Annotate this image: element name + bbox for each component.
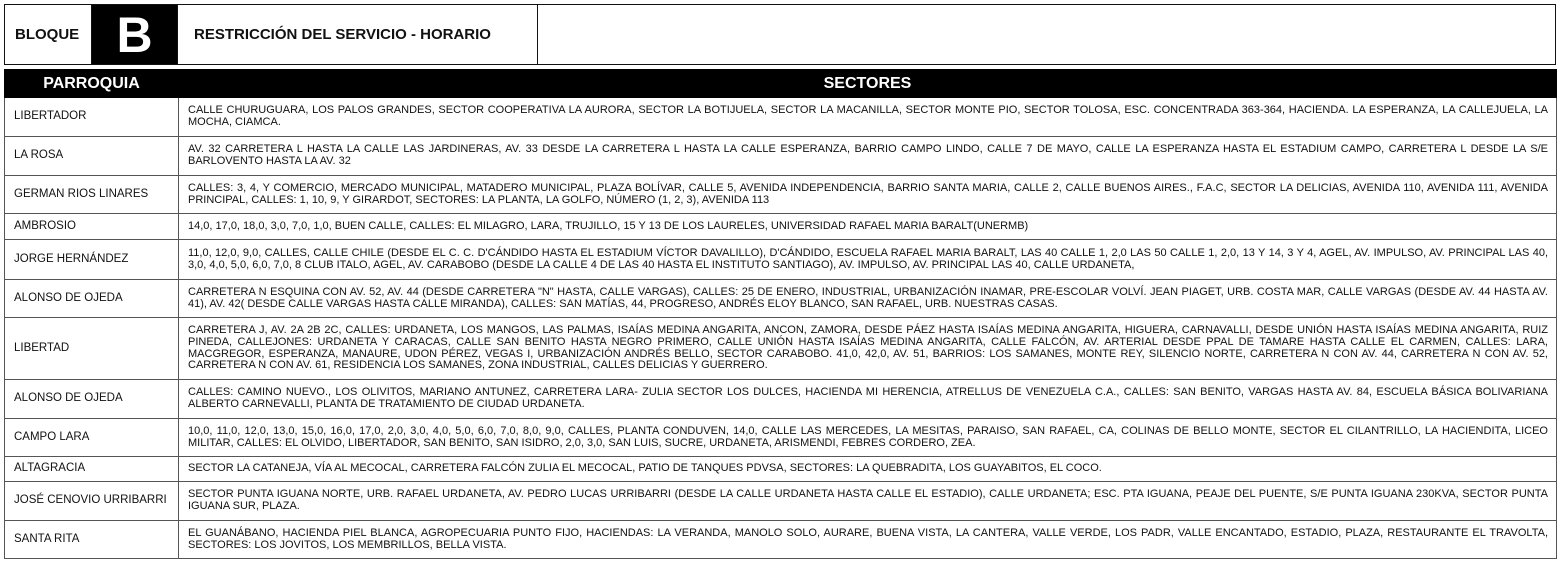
parroquia-cell: ALTAGRACIA [5, 457, 179, 482]
table-row [5, 521, 1557, 559]
table-row [5, 98, 1557, 137]
parroquia-cell: AMBROSIO [5, 214, 179, 240]
table-row [5, 137, 1557, 176]
sectors-table [4, 69, 1557, 559]
sectores-cell: CALLE CHURUGUARA, LOS PALOS GRANDES, SECTOR COOPERATIVA LA AURORA, SECTOR LA BOTIJUELA, SECTOR LA MACANILLA, SECTOR MONTE PIO, SECTOR TOLOSA, ESC. CONCENTRADA 363-364, HACIENDA. LA ESPERANZA, LA CALLEJUELA, LA MOCHA, CIAMCA. [179, 98, 1557, 137]
header-blank-cell [538, 4, 1556, 65]
parroquia-cell: LA ROSA [5, 137, 179, 176]
sectores-cell: 14,0, 17,0, 18,0, 3,0, 7,0, 1,0, BUEN CALLE, CALLES: EL MILAGRO, LARA, TRUJILLO, 15 Y 13 DE LOS LAURELES, UNIVERSIDAD RAFAEL MARIA BARALT(UNERMB) [179, 214, 1557, 240]
page-title: RESTRICCIÓN DEL SERVICIO - HORARIO [178, 4, 538, 65]
sectores-cell: 11,0, 12,0, 9,0, CALLES, CALLE CHILE (DESDE EL C. C. D'CÁNDIDO HASTA EL ESTADIUM VÍCTOR DAVALILLO), D'CÁNDIDO, ESCUELA RAFAEL MARIA BARALT, LAS 40 CALLE 1, 2,0 LAS 50 CALLE 1, 2,0, 13 Y 14, 3 Y 4, AGEL, AV. IMPULSO, AV. PRINCIPAL LAS 40, 3,0, 4,0, 5,0, 6,0, 7,0, 8 CLUB ITALO, AGEL, AV. CARABOBO (DESDE LA CALLE 4 DE LAS 40 HASTA EL INSTITUTO SANTIAGO), AV. IMPULSO, AV. PRINCIPAL LAS 40, CALLE URDANETA, [179, 240, 1557, 280]
table-row [5, 318, 1557, 380]
parroquia-cell: ALONSO DE OJEDA [5, 280, 179, 318]
sectores-cell: SECTOR PUNTA IGUANA NORTE, URB. RAFAEL URDANETA, AV. PEDRO LUCAS URRIBARRI (DESDE LA CALLE URDANETA HASTA CALLE EL ESTADIO), CALLE URDANETA; ESC. PTA IGUANA, PEAJE DEL PUENTE, S/E PUNTA IGUANA 230KVA, SECTOR PUNTA IGUANA SUR, PLAZA. [179, 482, 1557, 521]
parroquia-cell: GERMAN RIOS LINARES [5, 176, 179, 214]
bloque-label: BLOQUE [4, 4, 92, 65]
parroquia-cell: LIBERTAD [5, 318, 179, 380]
table-row [5, 214, 1557, 240]
sectores-cell: CARRETERA N ESQUINA CON AV. 52, AV. 44 (DESDE CARRETERA "N" HASTA, CALLE VARGAS), CALLES: 25 DE ENERO, INDUSTRIAL, URBANIZACIÓN INAMAR, PRE-ESCOLAR VOLVÍ. JEAN PIAGET, URB. COSTA MAR, CALLE VARGAS (DESDE AV. 44 HASTA AV. 41), AV. 42( DESDE CALLE VARGAS HASTA CALLE MIRANDA), CALLES: SAN MATÍAS, 44, PROGRESO, ANDRÉS ELOY BLANCO, SAN RAFAEL, URB. NUESTRAS CASAS. [179, 280, 1557, 318]
sectores-cell: CARRETERA J, AV. 2A 2B 2C, CALLES: URDANETA, LOS MANGOS, LAS PALMAS, ISAÍAS MEDINA ANGARITA, ANCON, ZAMORA, DESDE PÁEZ HASTA ISAÍAS MEDINA ANGARITA, HIGUERA, CARNAVALLI, DESDE UNIÓN HASTA ISAÍAS MEDINA ANGARITA, RUIZ PINEDA, CALLEJONES: URDANETA Y CARACAS, CALLE SAN BENITO HASTA NEGRO PRIMERO, CALLE UNIÓN HASTA ISAÍAS MEDINA ANGARITA, CALLE FALCÓN, AV. ARTERIAL DESDE PPAL DE TAMARE HASTA CALLE EL CARMEN, CALLES: LARA, MACGREGOR, ESPERANZA, MANAURE, UDON PÉREZ, VEGAS I, URBANIZACIÓN ANDRÉS BELLO, SECTOR CARABOBO. 41,0, 42,0, AV. 51, BARRIOS: LOS SAMANES, MONTE REY, SILENCIO NORTE, CARRETERA N CON AV. 44, CARRETERA N CON AV. 52, CARRETERA N CON AV. 61, RESIDENCIA LOS SAMANES, ZONA INDUSTRIAL, CALLES DELICIAS Y GUERRERO. [179, 318, 1557, 380]
table-row [5, 419, 1557, 457]
column-header-parroquia: PARROQUIA [5, 70, 179, 98]
parroquia-cell: JOSÉ CENOVIO URRIBARRI [5, 482, 179, 521]
column-header-sectores: SECTORES [179, 70, 1557, 98]
sectores-cell: CALLES: 3, 4, Y COMERCIO, MERCADO MUNICIPAL, MATADERO MUNICIPAL, PLAZA BOLÍVAR, CALLE 5, AVENIDA INDEPENDENCIA, BARRIO SANTA MARIA, CALLE 2, CALLE BUENOS AIRES., F.A.C, SECTOR LA DELICIAS, AVENIDA 110, AVENIDA 111, AVENIDA PRINCIPAL, CALLES: 1, 10, 9, Y GIRARDOT, SECTORES: LA PLANTA, LA GOLFO, NÚMERO (1, 2, 3), AVENIDA 113 [179, 176, 1557, 214]
sectores-cell: EL GUANÁBANO, HACIENDA PIEL BLANCA, AGROPECUARIA PUNTO FIJO, HACIENDAS: LA VERANDA, MANOLO SOLO, AURARE, BUENA VISTA, LA CANTERA, VALLE VERDE, LOS PADR, VALLE ENCANTADO, ESTADIO, PLAZA, RESTAURANTE EL TRAVOLTA, SECTORES: LOS JOVITOS, LOS MEMBRILLOS, BELLA VISTA. [179, 521, 1557, 559]
sectores-cell: SECTOR LA CATANEJA, VÍA AL MECOCAL, CARRETERA FALCÓN ZULIA EL MECOCAL, PATIO DE TANQUES PDVSA, SECTORES: LA QUEBRADITA, LOS GUAYABITOS, EL COCO. [179, 457, 1557, 482]
table-row [5, 380, 1557, 419]
parroquia-cell: CAMPO LARA [5, 419, 179, 457]
table-row [5, 457, 1557, 482]
parroquia-cell: SANTA RITA [5, 521, 179, 559]
parroquia-cell: LIBERTADOR [5, 98, 179, 137]
table-row [5, 240, 1557, 280]
sectores-cell: CALLES: CAMINO NUEVO., LOS OLIVITOS, MARIANO ANTUNEZ, CARRETERA LARA- ZULIA SECTOR LOS DULCES, HACIENDA MI HERENCIA, ATRELLUS DE VENEZUELA C.A., CALLES: SAN BENITO, VARGAS HASTA AV. 84, ESCUELA BÁSICA BOLIVARIANA ALBERTO CARNEVALLI, PLANTA DE TRATAMIENTO DE CIUDAD URDANETA. [179, 380, 1557, 419]
sectores-cell: 10,0, 11,0, 12,0, 13,0, 15,0, 16,0, 17,0, 2,0, 3,0, 4,0, 5,0, 6,0, 7,0, 8,0, 9,0, CALLES, PLANTA CONDUVEN, 14,0, CALLE LAS MERCEDES, LA MESITAS, PARAISO, SAN RAFAEL, CA, COLINAS DE BELLO MONTE, SECTOR EL CILANTRILLO, LA HACIENDITA, LICEO MILITAR, CALLES: EL OLVIDO, LIBERTADOR, SAN BENITO, SAN ISIDRO, 2,0, 3,0, SAN LUIS, SUCRE, URDANETA, ARISMENDI, FEBRES CORDERO, ZEA. [179, 419, 1557, 457]
table-row [5, 176, 1557, 214]
bloque-letter: B [92, 4, 178, 65]
table-row [5, 482, 1557, 521]
parroquia-cell: JORGE HERNÁNDEZ [5, 240, 179, 280]
sectores-cell: AV. 32 CARRETERA L HASTA LA CALLE LAS JARDINERAS, AV. 33 DESDE LA CARRETERA L HASTA LA CALLE ESPERANZA, BARRIO CAMPO LINDO, CALLE 7 DE MAYO, CALLE LA ESPERANZA HASTA EL ESTADIUM CAMPO, CARRETERA L DESDE LA S/E BARLOVENTO HASTA LA AV. 32 [179, 137, 1557, 176]
parroquia-cell: ALONSO DE OJEDA [5, 380, 179, 419]
table-row [5, 280, 1557, 318]
header-block [4, 4, 1556, 65]
table-header-row [5, 70, 1557, 98]
